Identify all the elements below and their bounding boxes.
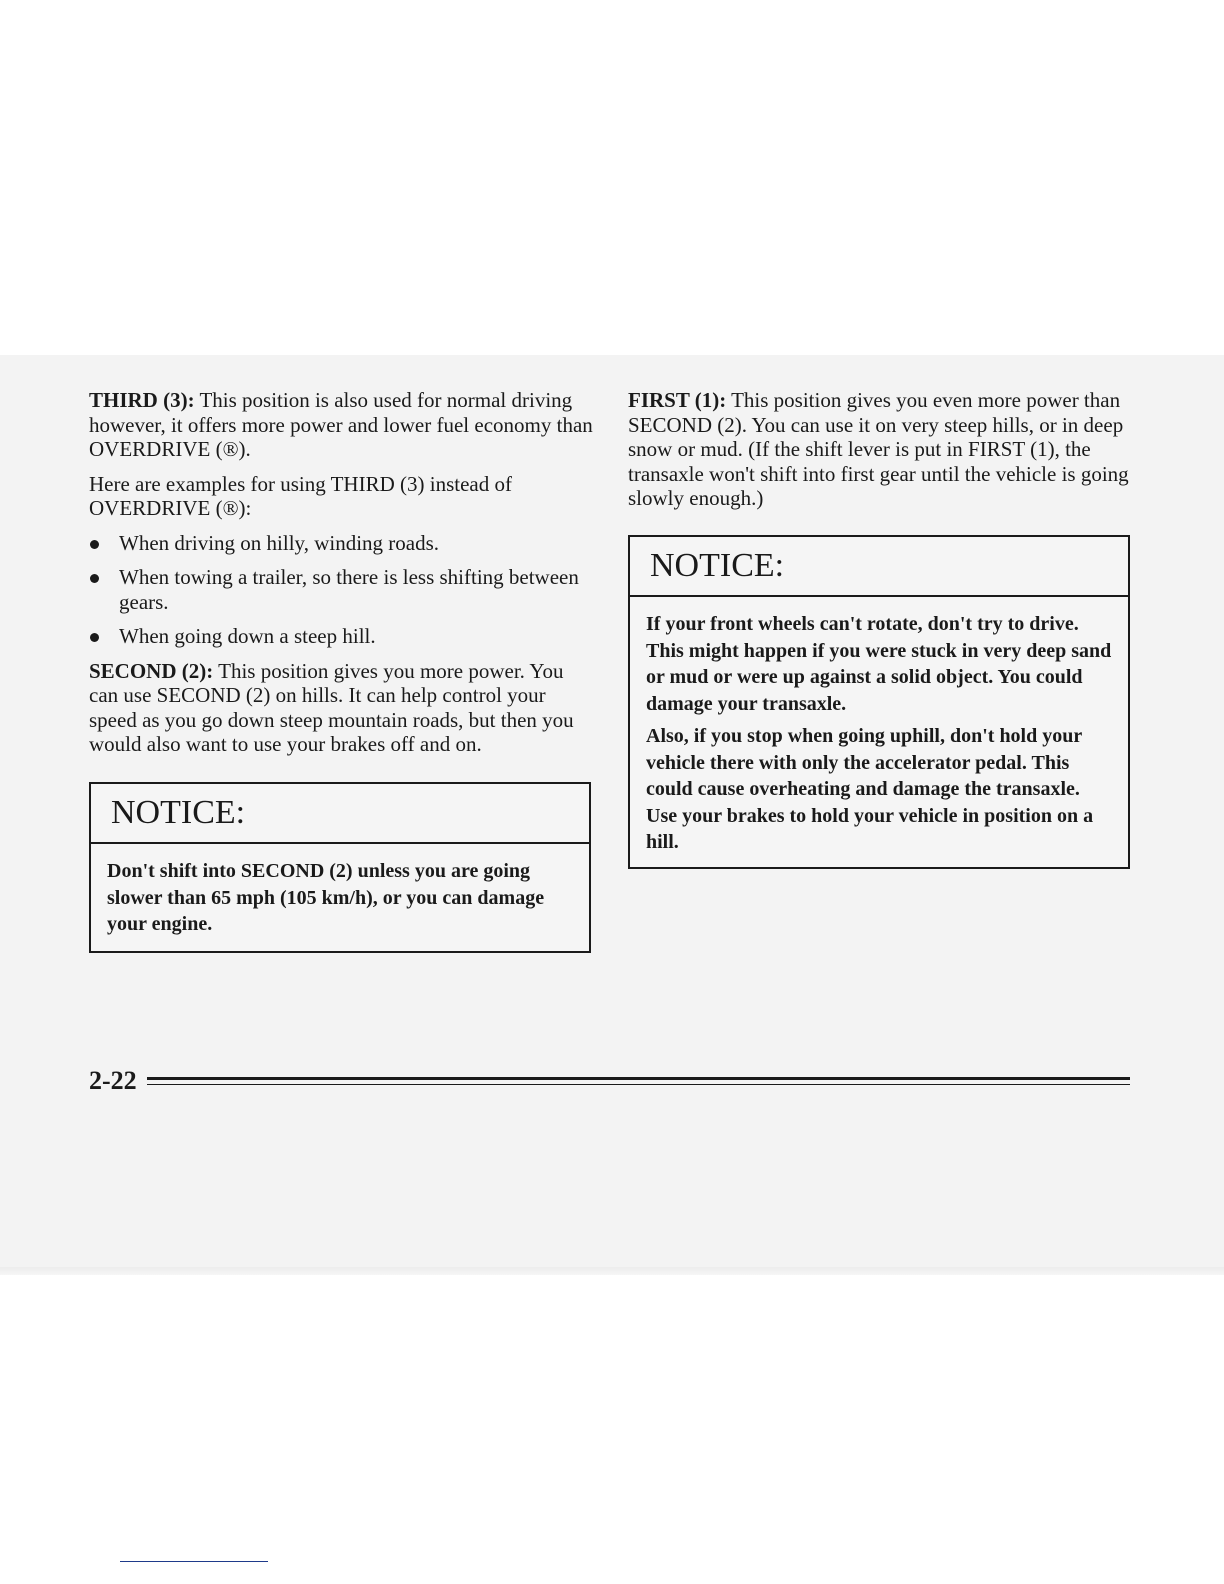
page-number: 2-22 [89,1066,137,1095]
second-term: SECOND (2): [89,658,214,683]
left-column [89,388,594,767]
notice-body [91,844,589,954]
first-paragraph [628,388,1133,511]
notice-heading: NOTICE: [630,537,1128,597]
page-band-edge [0,1267,1224,1275]
list-item: When driving on hilly, winding roads. [89,531,594,556]
bullet-icon [90,633,99,642]
notice-box-second [89,782,591,953]
first-term: FIRST (1): [628,388,727,412]
right-column [628,388,1133,521]
bullet-icon [90,540,99,549]
second-paragraph [89,659,594,757]
third-paragraph [89,388,594,462]
bullet-icon [90,574,99,583]
second-text: This position gives you more power. You can use SECOND (2) on hills. It can help control your speed as you go down steep mountain roads, but then you would also want to use your brakes off and on. [89,658,574,756]
notice-body [630,597,1128,872]
footer-rule-thick [147,1077,1130,1080]
third-term: THIRD (3): [89,388,195,412]
third-text: This position is also used for normal driving however, it offers more power and lower fuel economy than OVERDRIVE (®). [89,388,593,461]
examples-list [89,531,594,649]
footer-rule-thin [147,1084,1130,1085]
page-footer [89,1066,1130,1096]
list-item: When towing a trailer, so there is less shifting between gears. [89,565,594,614]
notice-text-1: If your front wheels can't rotate, don't try to drive. This might happen if you were stuck in very deep sand or mud or were up against a solid object. You could damage your transaxle. [646,613,1112,715]
notice-heading: NOTICE: [91,784,589,844]
notice-box-first [628,535,1130,869]
first-text: This position gives you even more power than SECOND (2). You can use it on very steep hills, or in deep snow or mud. (If the shift lever is put in FIRST (1), the transaxle won't shift into first gear until the vehicle is going slowly enough.) [628,388,1129,510]
list-item: When going down a steep hill. [89,624,594,649]
scan-artifact-line [120,1561,268,1562]
notice-text-2: Also, if you stop when going uphill, don't hold your vehicle there with only the accelerator pedal. This could cause overheating and damage the transaxle. Use your brakes to hold your vehicle in position on a hill. [646,725,1094,853]
examples-intro: Here are examples for using THIRD (3) instead of OVERDRIVE (®): [89,471,512,520]
notice-text: Don't shift into SECOND (2) unless you are going slower than 65 mph (105 km/h), or you can damage your engine. [107,860,545,935]
